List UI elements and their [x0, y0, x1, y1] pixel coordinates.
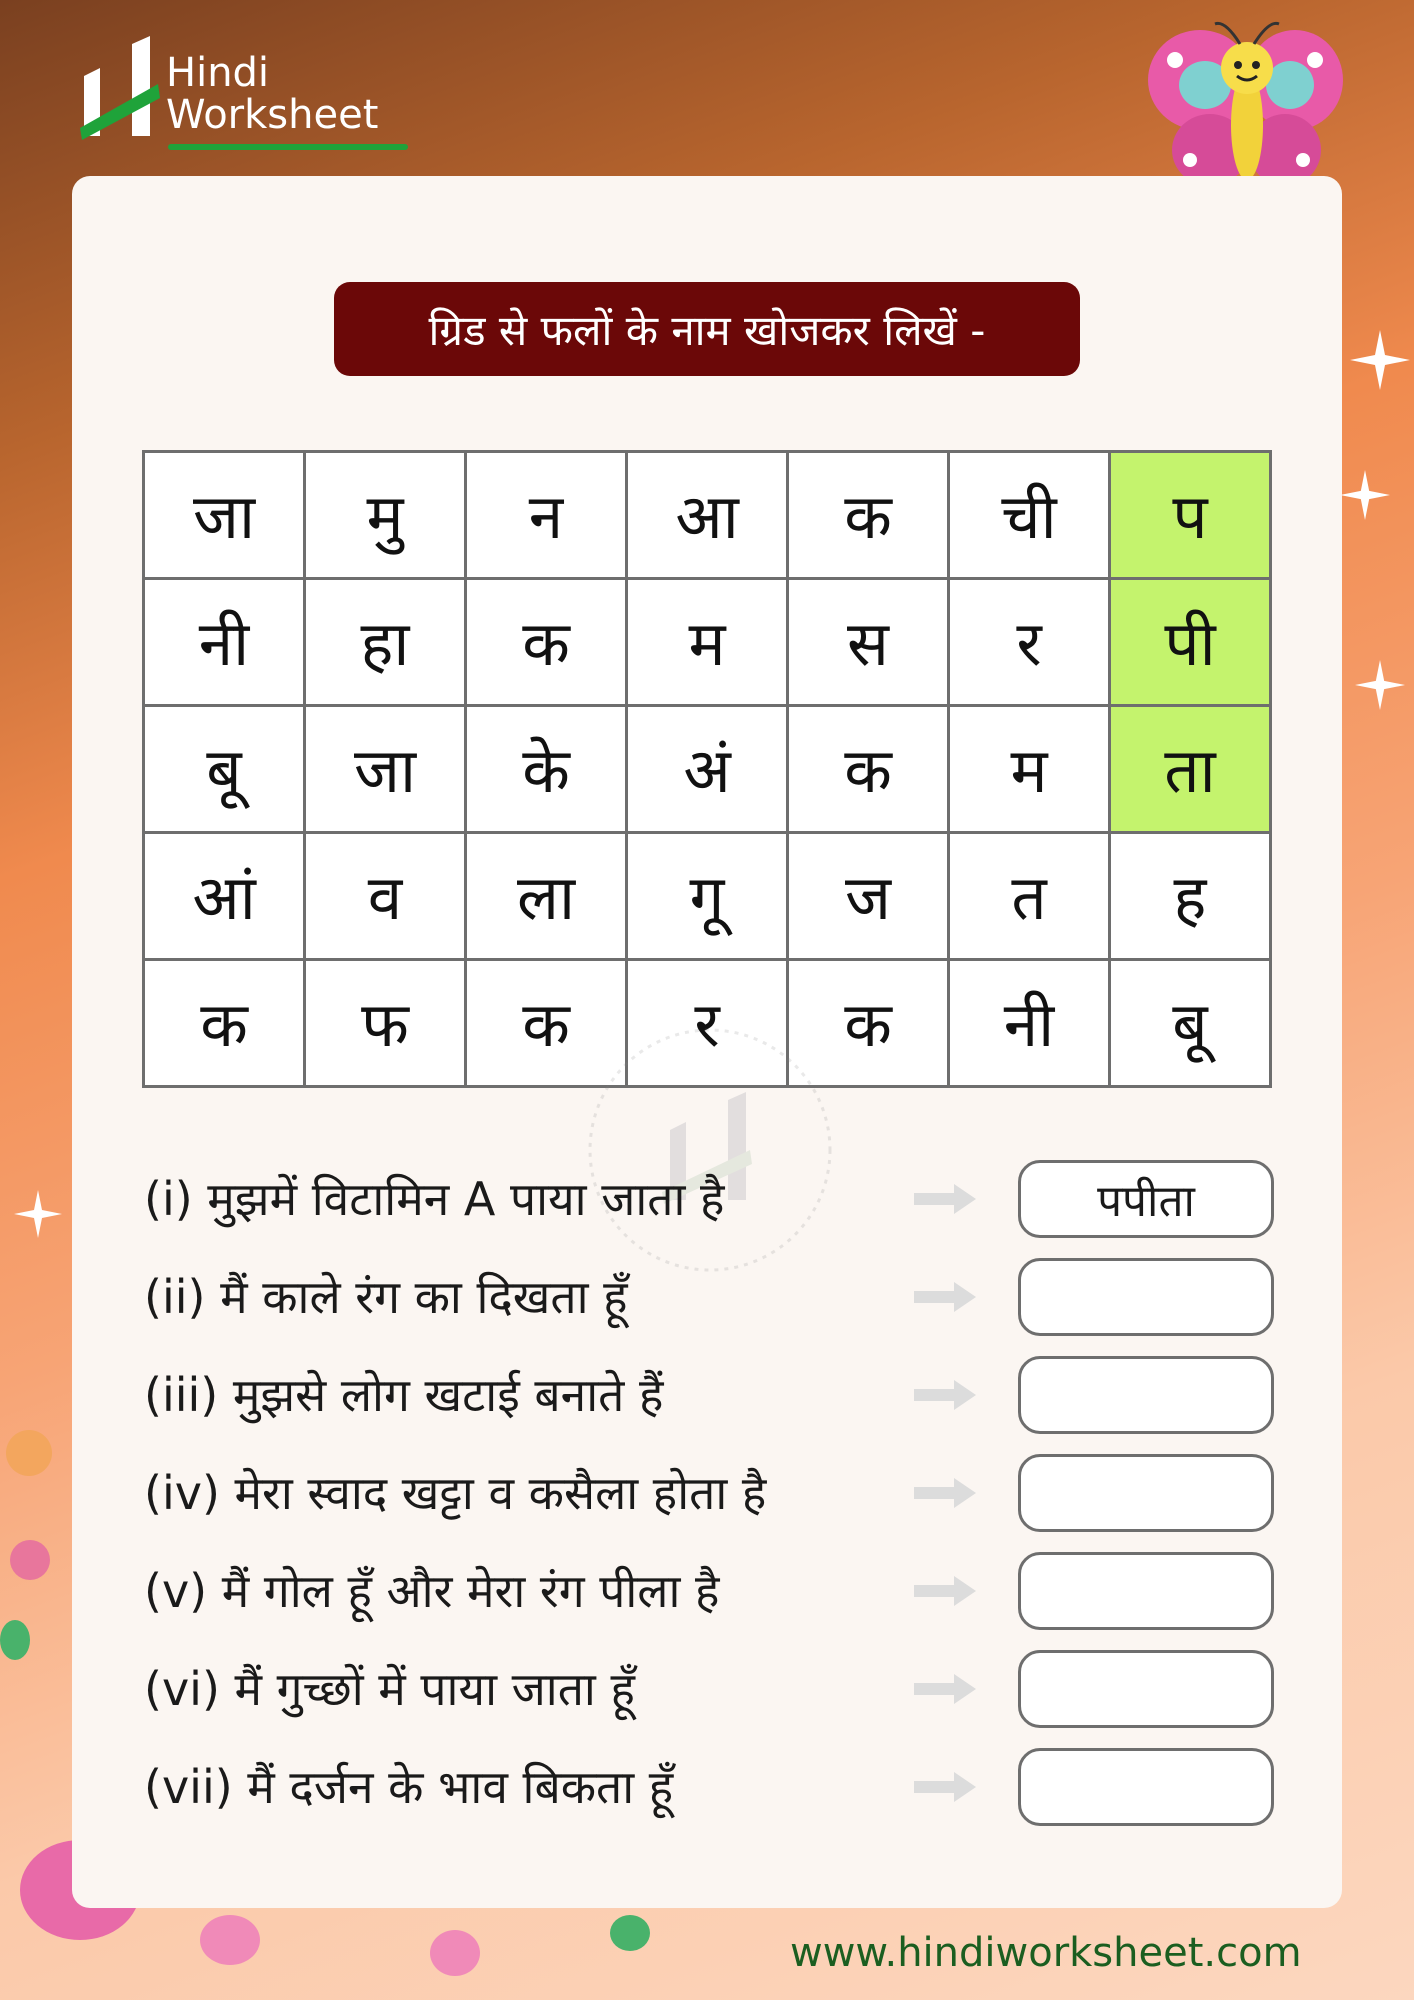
- answer-box[interactable]: [1018, 1748, 1274, 1826]
- letter-grid: [142, 450, 1272, 1088]
- grid-row: [144, 579, 1271, 706]
- sparkle-icon: [1355, 660, 1405, 710]
- grid-cell[interactable]: क: [466, 579, 627, 706]
- grid-cell[interactable]: म: [627, 579, 788, 706]
- question-text: (vi) मैं गुच्छों में पाया जाता हूँ: [144, 1662, 635, 1716]
- paw-decoration: [10, 1540, 50, 1580]
- grid-row: [144, 452, 1271, 579]
- question-text: (iv) मेरा स्वाद खट्टा व कसैला होता है: [144, 1466, 767, 1520]
- grid-cell[interactable]: अं: [627, 706, 788, 833]
- grid-cell[interactable]: व: [305, 833, 466, 960]
- brand-line2: Worksheet: [166, 92, 379, 138]
- arrow-right-icon: [914, 1770, 978, 1804]
- grid-cell[interactable]: बू: [144, 706, 305, 833]
- question-text: (vii) मैं दर्जन के भाव बिकता हूँ: [144, 1760, 674, 1814]
- arrow-right-icon: [914, 1574, 978, 1608]
- logo-h-icon: [80, 36, 160, 146]
- sparkle-icon: [14, 1190, 62, 1238]
- answer-box[interactable]: [1018, 1356, 1274, 1434]
- grid-row: [144, 833, 1271, 960]
- grid-cell[interactable]: ज: [788, 833, 949, 960]
- question-row: [144, 1160, 1274, 1238]
- grid-cell[interactable]: क: [466, 960, 627, 1087]
- grid-cell[interactable]: नी: [144, 579, 305, 706]
- question-text: (ii) मैं काले रंग का दिखता हूँ: [144, 1270, 628, 1324]
- watermark-logo-icon: [560, 1000, 860, 1300]
- grid-cell[interactable]: बू: [1110, 960, 1271, 1087]
- grid-cell[interactable]: गू: [627, 833, 788, 960]
- arrow-right-icon: [914, 1182, 978, 1216]
- brand-underline: [168, 144, 408, 150]
- grid-cell[interactable]: आ: [627, 452, 788, 579]
- arrow-right-icon: [914, 1378, 978, 1412]
- grid-cell[interactable]: जा: [305, 706, 466, 833]
- grid-cell[interactable]: हा: [305, 579, 466, 706]
- grid-cell[interactable]: जा: [144, 452, 305, 579]
- paw-decoration: [430, 1930, 480, 1976]
- butterfly-icon: [1145, 10, 1345, 200]
- question-row: [144, 1356, 1274, 1434]
- grid-cell[interactable]: प: [1110, 452, 1271, 579]
- grid-cell[interactable]: के: [466, 706, 627, 833]
- sparkle-icon: [1340, 470, 1390, 520]
- question-text: (iii) मुझसे लोग खटाई बनाते हैं: [144, 1368, 664, 1422]
- arrow-right-icon: [914, 1280, 978, 1314]
- question-text: (i) मुझमें विटामिन A पाया जाता है: [144, 1172, 725, 1226]
- answer-box[interactable]: [1018, 1552, 1274, 1630]
- paw-decoration: [200, 1915, 260, 1965]
- arrow-right-icon: [914, 1672, 978, 1706]
- grid-cell[interactable]: क: [788, 706, 949, 833]
- paw-decoration: [610, 1915, 650, 1951]
- grid-cell[interactable]: फ: [305, 960, 466, 1087]
- answer-box[interactable]: [1018, 1650, 1274, 1728]
- paw-decoration: [6, 1430, 52, 1476]
- footer-url[interactable]: www.hindiworksheet.com: [790, 1930, 1302, 1976]
- grid-cell[interactable]: त: [949, 833, 1110, 960]
- grid-cell[interactable]: क: [144, 960, 305, 1087]
- grid-cell[interactable]: र: [949, 579, 1110, 706]
- grid-row: [144, 706, 1271, 833]
- grid-cell[interactable]: न: [466, 452, 627, 579]
- grid-cell[interactable]: पी: [1110, 579, 1271, 706]
- grid-cell[interactable]: ह: [1110, 833, 1271, 960]
- grid-cell[interactable]: ला: [466, 833, 627, 960]
- answer-box[interactable]: पपीता: [1018, 1160, 1274, 1238]
- grid-cell[interactable]: र: [627, 960, 788, 1087]
- grid-cell[interactable]: स: [788, 579, 949, 706]
- arrow-right-icon: [914, 1476, 978, 1510]
- answer-box[interactable]: [1018, 1454, 1274, 1532]
- question-row: [144, 1258, 1274, 1336]
- grid-cell[interactable]: ता: [1110, 706, 1271, 833]
- brand-name: [166, 52, 378, 136]
- grid-cell[interactable]: ची: [949, 452, 1110, 579]
- grid-cell[interactable]: नी: [949, 960, 1110, 1087]
- sparkle-icon: [1350, 330, 1410, 390]
- grid-cell[interactable]: मु: [305, 452, 466, 579]
- paw-decoration: [0, 1620, 30, 1660]
- grid-cell[interactable]: म: [949, 706, 1110, 833]
- question-text: (v) मैं गोल हूँ और मेरा रंग पीला है: [144, 1564, 720, 1618]
- grid-cell[interactable]: क: [788, 452, 949, 579]
- answer-box[interactable]: [1018, 1258, 1274, 1336]
- question-row: [144, 1552, 1274, 1630]
- grid-cell[interactable]: क: [788, 960, 949, 1087]
- grid-cell[interactable]: आं: [144, 833, 305, 960]
- brand-logo: [80, 28, 420, 158]
- question-row: [144, 1454, 1274, 1532]
- question-row: [144, 1650, 1274, 1728]
- question-row: [144, 1748, 1274, 1826]
- worksheet-title: ग्रिड से फलों के नाम खोजकर लिखें -: [334, 282, 1080, 376]
- brand-line1: Hindi: [166, 50, 270, 96]
